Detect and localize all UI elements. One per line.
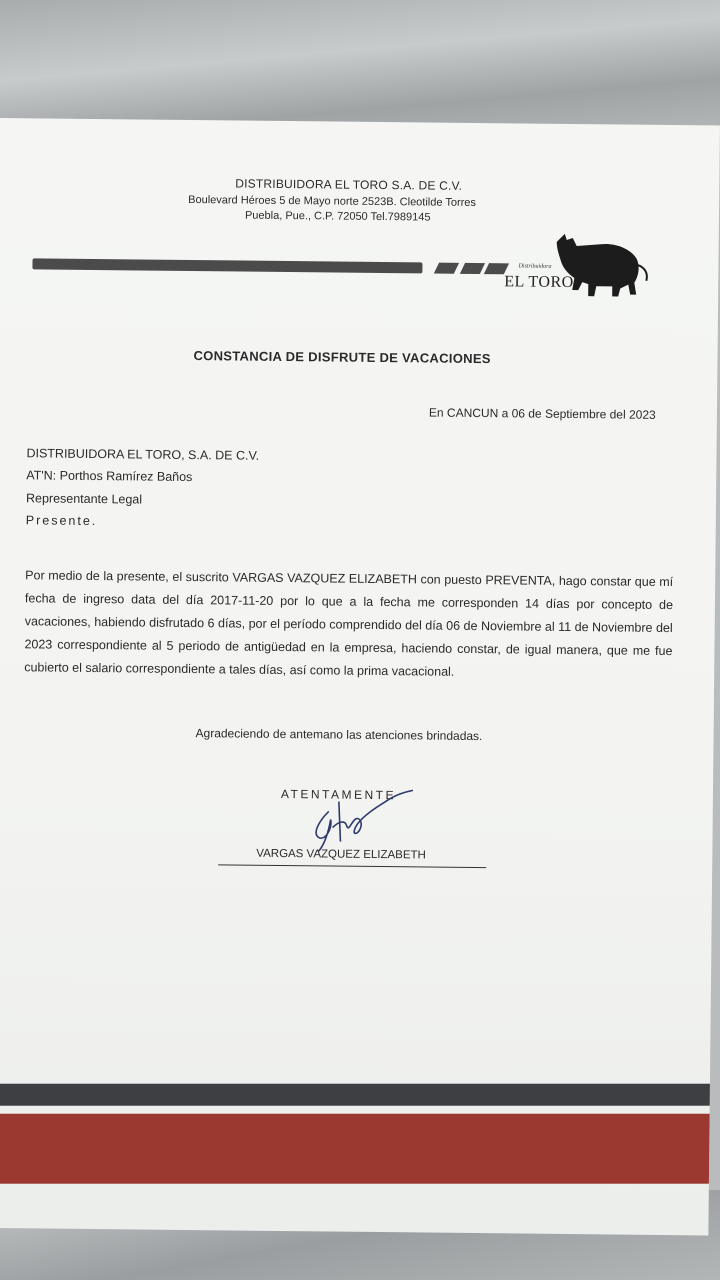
thanks-line: Agradeciendo de antemano las atenciones brindadas.: [195, 726, 483, 744]
header-address-line-1: Boulevard Héroes 5 de Mayo norte 2523B. Cleotilde Torres: [188, 193, 476, 209]
header-divider-segment: [434, 263, 459, 274]
header-divider-segment: [460, 263, 485, 274]
header-company-name: DISTRIBUIDORA EL TORO S.A. DE C.V.: [235, 176, 463, 193]
document-title: CONSTANCIA DE DISFRUTE DE VACACIONES: [193, 348, 491, 367]
logo-brand-small: Distribuidora: [518, 263, 552, 270]
recipient-role: Representante Legal: [25, 491, 143, 507]
recipient-presente: Presente.: [25, 513, 98, 529]
date-line: En CANCUN a 06 de Septiembre del 2023: [428, 405, 656, 422]
recipient-attention: AT'N: Porthos Ramírez Baños: [26, 468, 193, 485]
footer-red-band: [0, 1114, 720, 1184]
signer-name: VARGAS VAZQUEZ ELIZABETH: [256, 847, 426, 862]
body-paragraph: Por medio de la presente, el suscrito VARGAS VAZQUEZ ELIZABETH con puesto PREVENTA, hago constar que mí fecha de ingreso data del día 2017-11-20 por lo que a la fecha me corresponden 14 días por concepto de vacaciones, habiendo disfrutado 6 días, por el período comprendido del día 06 de Noviembre al 11 de Noviembre del 2023 correspondiente al 5 periodo de antigüedad en la empresa, haciendo constar, de igual manera, que me fue cubierto el salario correspondiente a tales días, así como la prima vacacional.: [24, 568, 674, 679]
header-address-line-2: Puebla, Pue., C.P. 72050 Tel.7989145: [244, 209, 431, 224]
signature-line: [218, 864, 486, 868]
footer-dark-band: [0, 1084, 720, 1106]
logo-brand: EL TORO: [504, 273, 574, 292]
header-divider-bar: [32, 258, 422, 273]
document-page: [0, 118, 720, 1235]
closing-word: ATENTAMENTE: [280, 786, 397, 803]
recipient-company: DISTRIBUIDORA EL TORO, S.A. DE C.V.: [26, 446, 260, 463]
